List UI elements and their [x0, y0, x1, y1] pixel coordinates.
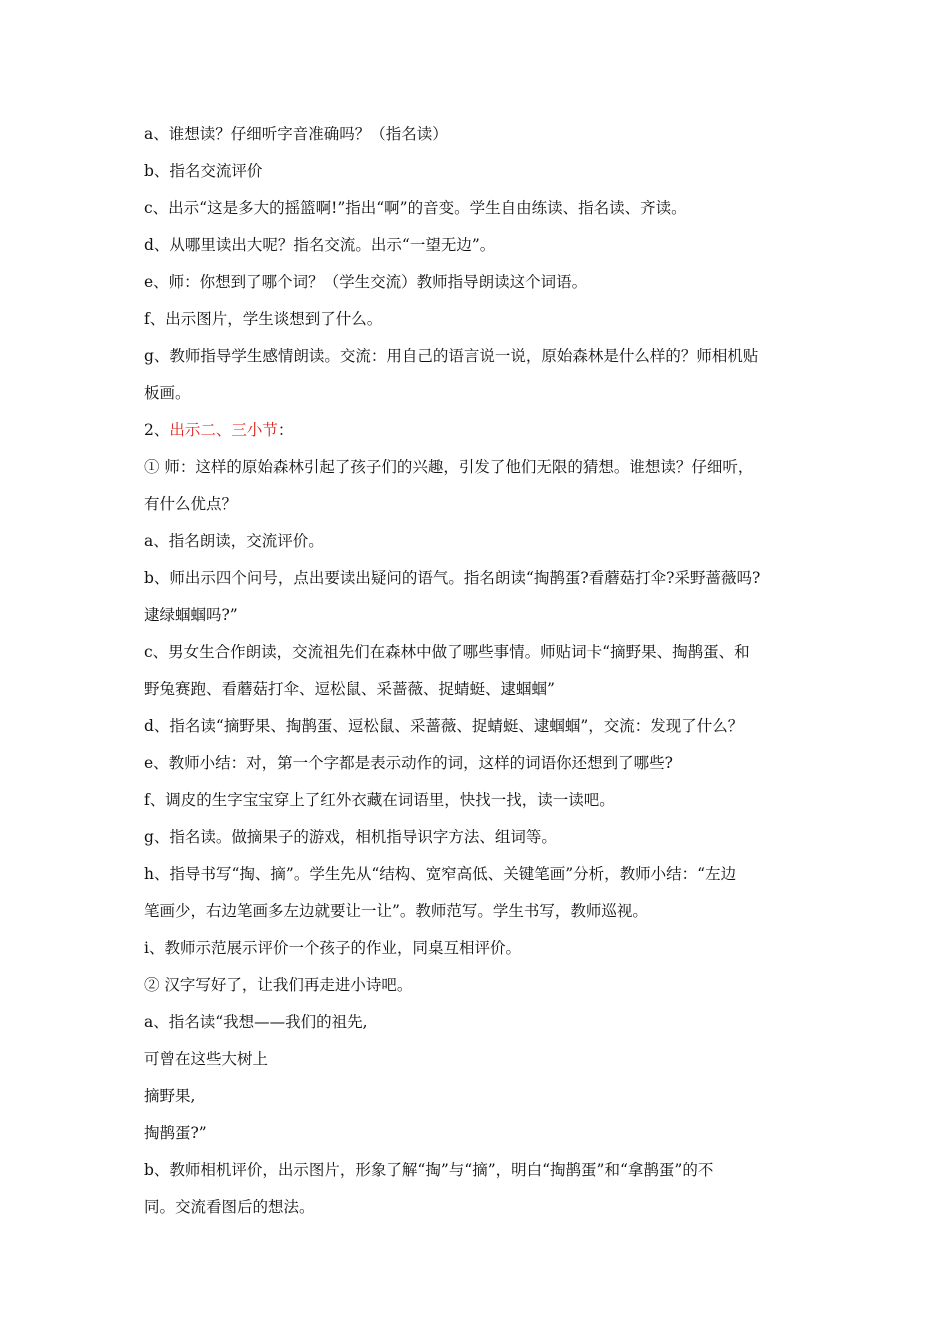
text-line: i、教师示范展示评价一个孩子的作业，同桌互相评价。	[144, 939, 521, 957]
text-line: c、出示“这是多大的摇篮啊!”指出“啊”的音变。学生自由练读、指名读、齐读。	[144, 199, 687, 217]
text-line: c、男女生合作朗读，交流祖先们在森林中做了哪些事情。师贴词卡“摘野果、掏鹊蛋、和	[144, 643, 750, 661]
text-line: f、调皮的生字宝宝穿上了红外衣藏在词语里，快找一找，读一读吧。	[144, 791, 615, 809]
text-line: ② 汉字写好了，让我们再走进小诗吧。	[144, 976, 413, 994]
text-line: 笔画少，右边笔画多左边就要让一让”。教师范写。学生书写，教师巡视。	[144, 902, 648, 920]
section-heading	[144, 412, 816, 449]
text-line: 逮绿蝈蝈吗?”	[144, 606, 238, 624]
text-line: b、指名交流评价	[144, 162, 263, 180]
text-line: 板画。	[144, 384, 191, 402]
text-line: 有什么优点？	[144, 495, 238, 513]
section-colon: ：	[277, 421, 294, 439]
text-line: g、指名读。做摘果子的游戏，相机指导识字方法、组词等。	[144, 828, 557, 846]
poem-line: 可曾在这些大树上	[144, 1050, 269, 1068]
text-line: 同。交流看图后的想法。	[144, 1198, 315, 1216]
text-line: b、教师相机评价，出示图片，形象了解“掏”与“摘”，明白“掏鹊蛋”和“拿鹊蛋”的不	[144, 1161, 714, 1179]
text-line: a、谁想读？仔细听字音准确吗？（指名读）	[144, 125, 448, 143]
text-line: h、指导书写“掏、摘”。学生先从“结构、宽窄高低、关键笔画”分析，教师小结：“左边	[144, 865, 737, 883]
text-line: b、师出示四个问号，点出要读出疑问的语气。指名朗读“掏鹊蛋?看蘑菇打伞?采野蔷薇吗?	[144, 569, 761, 587]
text-line: f、出示图片，学生谈想到了什么。	[144, 310, 383, 328]
text-line: ① 师：这样的原始森林引起了孩子们的兴趣，引发了他们无限的猜想。谁想读？仔细听，	[144, 458, 754, 476]
poem-line: 摘野果,	[144, 1087, 196, 1105]
text-line: d、指名读“摘野果、掏鹊蛋、逗松鼠、采蔷薇、捉蜻蜓、逮蝈蝈”，交流：发现了什么？	[144, 717, 744, 735]
poem-line: a、指名读“我想——我们的祖先,	[144, 1013, 368, 1031]
text-line: e、师：你想到了哪个词？（学生交流）教师指导朗读这个词语。	[144, 273, 588, 291]
poem-line: 掏鹊蛋?”	[144, 1124, 207, 1142]
section-title-highlight: 出示二、三小节	[169, 421, 278, 439]
text-line: g、教师指导学生感情朗读。交流：用自己的语言说一说，原始森林是什么样的？师相机贴	[144, 347, 759, 365]
section-number: 2、	[144, 421, 170, 439]
text-line: a、指名朗读，交流评价。	[144, 532, 324, 550]
lesson-plan-text	[144, 116, 816, 1226]
text-line: d、从哪里读出大呢？指名交流。出示“一望无边”。	[144, 236, 496, 254]
text-line: e、教师小结：对，第一个字都是表示动作的词，这样的词语你还想到了哪些?	[144, 754, 673, 772]
text-line: 野兔赛跑、看蘑菇打伞、逗松鼠、采蔷薇、捉蜻蜓、逮蝈蝈”	[144, 680, 555, 698]
